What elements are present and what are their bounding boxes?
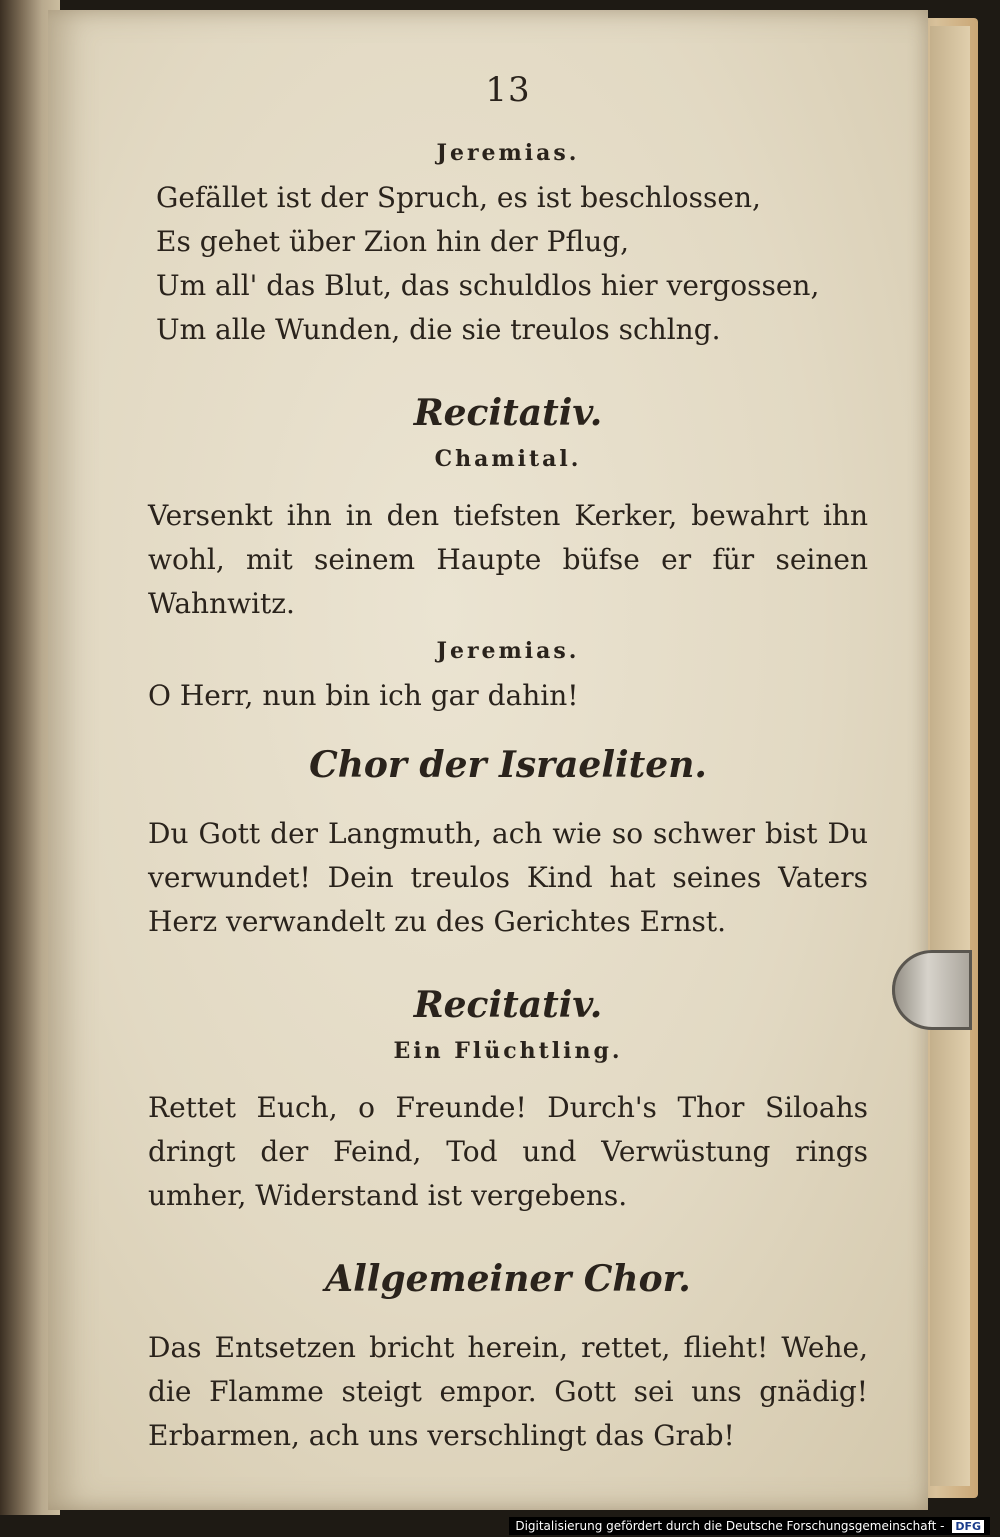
page-clip — [892, 950, 972, 1030]
prose-text: Du Gott der Langmuth, ach wie so schwer bist Du verwundet! Dein treulos Kind hat seines Vaters Herz verwandelt zu des Gerichtes Ernst. — [148, 817, 868, 938]
speaker-chamital: Chamital. — [434, 446, 582, 472]
section-heading-allgemeiner-chor: Allgemeiner Chor. — [325, 1258, 691, 1300]
page-content — [148, 70, 868, 1458]
book-page — [48, 10, 928, 1510]
prose-paragraph — [148, 1086, 868, 1218]
verse-line: Um all' das Blut, das schuldlos hier vergossen, — [156, 269, 820, 302]
verse-line: Es gehet über Zion hin der Pflug, — [156, 225, 630, 258]
prose-text: Versenkt ihn in den tiefsten Kerker, bewahrt ihn wohl, mit seinem Haupte büfse er für seinen Wahnwitz. — [148, 499, 868, 620]
section-heading-recitativ: Recitativ. — [413, 984, 603, 1026]
section-heading-recitativ: Recitativ. — [413, 392, 603, 434]
digitization-credit — [509, 1517, 990, 1535]
verse-line: Gefället ist der Spruch, es ist beschlossen, — [156, 181, 761, 214]
prose-text: Das Entsetzen bricht herein, rettet, flieht! Wehe, die Flamme steigt empor. Gott sei uns gnädig! Erbarmen, ach uns verschlingt das Grab! — [148, 1331, 868, 1452]
dfg-logo-icon: DFG — [952, 1520, 984, 1533]
prose-paragraph — [148, 674, 868, 718]
prose-paragraph — [148, 494, 868, 626]
page-stack-inner — [930, 26, 970, 1486]
verse-block — [148, 176, 868, 352]
verse-line: Um alle Wunden, die sie treulos schlng. — [156, 313, 721, 346]
credit-text: Digitalisierung gefördert durch die Deutsche Forschungsgemeinschaft - — [515, 1519, 945, 1533]
speaker-fluechtling: Ein Flüchtling. — [393, 1038, 623, 1064]
speaker-jeremias: Jeremias. — [436, 638, 580, 664]
prose-paragraph — [148, 1326, 868, 1458]
page-number: 13 — [485, 70, 531, 110]
section-heading-chor: Chor der Israeliten. — [309, 744, 707, 786]
prose-text: Rettet Euch, o Freunde! Durch's Thor Siloahs dringt der Feind, Tod und Verwüstung rings umher, Widerstand ist vergebens. — [148, 1091, 868, 1212]
prose-text: O Herr, nun bin ich gar dahin! — [148, 679, 579, 712]
speaker-jeremias: Jeremias. — [436, 140, 580, 166]
prose-paragraph — [148, 812, 868, 944]
